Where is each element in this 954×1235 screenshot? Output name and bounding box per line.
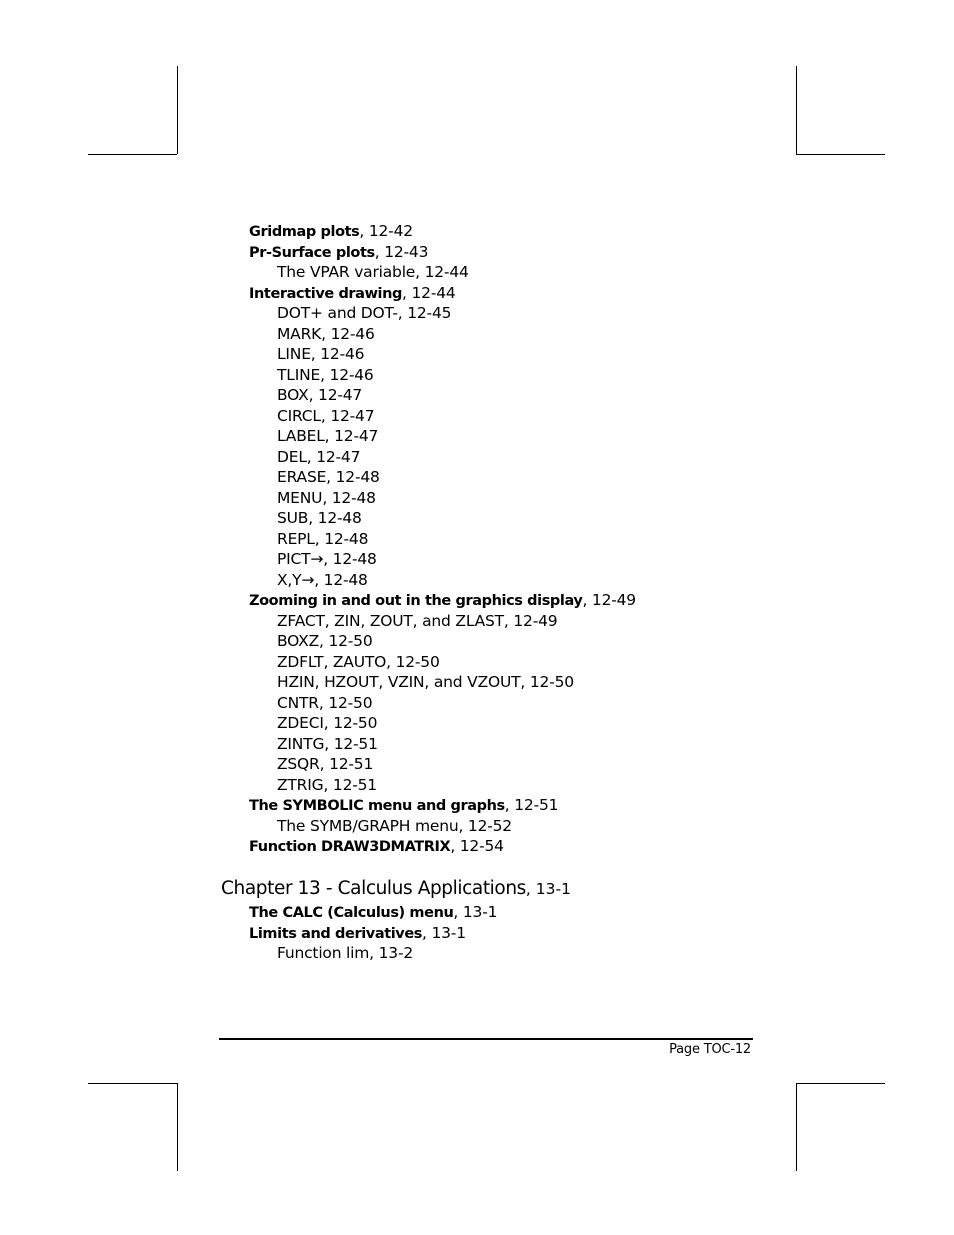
toc-entry-title: DOT+ and DOT- xyxy=(277,304,398,322)
toc-entry-page: , 12-46 xyxy=(320,365,374,384)
chapter-title: Chapter 13 - Calculus Applications xyxy=(221,878,526,899)
toc-entry-page: , 12-54 xyxy=(450,837,504,855)
toc-entry-page: , 12-51 xyxy=(324,734,378,753)
crop-mark-bottom-left-vertical xyxy=(177,1083,178,1171)
toc-entry-page: , 12-46 xyxy=(321,324,375,343)
toc-entry-title: The VPAR variable xyxy=(277,263,416,281)
toc-entry[interactable] xyxy=(277,775,377,795)
toc-entry[interactable] xyxy=(277,262,469,282)
toc-entry[interactable] xyxy=(249,221,413,242)
toc-entry-page: , 13-1 xyxy=(453,903,498,921)
toc-entry-title: ZINTG xyxy=(277,734,325,753)
toc-entry[interactable] xyxy=(277,365,374,385)
toc-entry-title: CNTR xyxy=(277,693,319,712)
toc-entry[interactable] xyxy=(277,672,574,692)
toc-entry[interactable] xyxy=(277,447,360,467)
toc-entry-title: Function DRAW3DMATRIX xyxy=(249,839,451,855)
toc-entry[interactable] xyxy=(277,488,376,508)
toc-entry-page: , 12-50 xyxy=(520,673,574,691)
toc-entry-title: DEL xyxy=(277,447,307,466)
toc-entry-page: , 12-52 xyxy=(458,816,512,835)
toc-entry-page: , 12-50 xyxy=(318,693,373,712)
toc-entry-page: , 12-48 xyxy=(323,550,377,568)
toc-entry[interactable] xyxy=(277,734,378,754)
toc-entry-page: , 12-49 xyxy=(582,591,636,609)
toc-entry-title: REPL xyxy=(277,529,315,548)
toc-entry-page: , 12-44 xyxy=(402,283,456,302)
toc-entry-title: Gridmap plots xyxy=(249,224,360,240)
toc-entry-page: , 12-49 xyxy=(503,611,558,630)
toc-entry[interactable] xyxy=(277,406,374,426)
toc-entry-title: SUB xyxy=(277,509,309,527)
toc-entry-page: , 12-48 xyxy=(308,509,362,527)
toc-entry[interactable] xyxy=(277,570,368,590)
crop-mark-top-left-horizontal xyxy=(88,154,177,155)
toc-entry-title: The SYMBOLIC menu and graphs xyxy=(249,798,505,814)
chapter-heading[interactable] xyxy=(221,877,571,901)
toc-entry-page: , 12-48 xyxy=(326,468,380,486)
chapter-page: , 13-1 xyxy=(525,880,571,898)
toc-entry-page: , 12-47 xyxy=(324,427,379,445)
toc-entry-title: The CALC (Calculus) menu xyxy=(249,905,454,921)
crop-mark-bottom-right-vertical xyxy=(796,1083,797,1171)
toc-entry-title: LABEL xyxy=(277,427,325,445)
toc-entry[interactable] xyxy=(277,344,364,364)
crop-mark-top-right-horizontal xyxy=(796,154,885,155)
toc-entry-title: Pr-Surface plots xyxy=(249,244,375,261)
toc-entry-title: ZTRIG xyxy=(277,775,324,794)
toc-entry[interactable] xyxy=(277,303,451,323)
toc-entry-page: , 12-43 xyxy=(374,242,429,261)
toc-entry-page: , 12-51 xyxy=(319,755,374,773)
toc-entry-page: , 12-46 xyxy=(310,345,365,363)
toc-entry-page: , 12-47 xyxy=(320,406,375,425)
toc-entry[interactable] xyxy=(277,754,373,774)
toc-entry-title: PICT→ xyxy=(277,550,324,568)
toc-entry[interactable] xyxy=(277,426,378,446)
toc-entry-title: X,Y→ xyxy=(277,570,315,589)
toc-entry-title: BOXZ xyxy=(277,632,320,650)
toc-entry-title: ZDECI xyxy=(277,714,324,732)
toc-entry-title: TLINE xyxy=(277,365,321,384)
toc-entry-page: , 12-42 xyxy=(359,222,413,240)
toc-entry-page: , 12-44 xyxy=(415,263,469,281)
toc-entry[interactable] xyxy=(249,242,428,263)
page-number: Page TOC-12 xyxy=(669,1042,751,1057)
toc-entry-title: Limits and derivatives xyxy=(249,925,423,942)
toc-entry[interactable] xyxy=(277,529,368,549)
toc-entry[interactable] xyxy=(277,324,375,344)
toc-entry[interactable] xyxy=(249,795,558,816)
toc-entry-page: , 12-47 xyxy=(308,386,363,404)
toc-entry-title: LINE xyxy=(277,345,311,363)
toc-entry-title: Zooming in and out in the graphics display xyxy=(249,593,583,609)
crop-mark-top-left-vertical xyxy=(177,66,178,154)
toc-entry[interactable] xyxy=(277,549,377,569)
toc-entry-title: CIRCL xyxy=(277,406,321,425)
toc-entry-page: , 12-51 xyxy=(323,775,377,794)
toc-entry-page: , 12-50 xyxy=(323,714,378,732)
toc-entry[interactable] xyxy=(277,467,380,487)
toc-entry-title: BOX xyxy=(277,386,309,404)
footer-rule xyxy=(219,1038,753,1040)
toc-entry[interactable] xyxy=(277,611,557,631)
toc-entry-title: Interactive drawing xyxy=(249,285,403,302)
toc-entry-page: , 12-47 xyxy=(306,447,361,466)
toc-entry-page: , 12-51 xyxy=(504,796,559,814)
toc-entry-title: ZSQR xyxy=(277,755,320,773)
toc-entry[interactable] xyxy=(249,283,456,304)
toc-entry-title: ZFACT, ZIN, ZOUT, and ZLAST xyxy=(277,611,504,630)
toc-entry-page: , 12-50 xyxy=(386,652,440,671)
toc-entry-title: ERASE xyxy=(277,468,327,486)
toc-entry-title: Function lim xyxy=(277,944,370,962)
crop-mark-bottom-left-horizontal xyxy=(88,1083,177,1084)
toc-entry[interactable] xyxy=(277,508,362,528)
toc-entry-page: , 12-45 xyxy=(397,304,452,322)
toc-entry[interactable] xyxy=(277,713,377,733)
toc-entry-page: , 12-50 xyxy=(319,632,373,650)
toc-entry[interactable] xyxy=(277,652,440,672)
toc-entry-title: MARK xyxy=(277,324,322,343)
toc-entry-page: , 13-2 xyxy=(369,944,414,962)
toc-entry[interactable] xyxy=(249,590,636,611)
toc-entry-page: , 12-48 xyxy=(314,570,368,589)
toc-entry[interactable] xyxy=(277,693,372,713)
toc-entry-title: MENU xyxy=(277,488,323,507)
toc-entry[interactable] xyxy=(249,836,504,857)
toc-entry-title: ZDFLT, ZAUTO xyxy=(277,652,387,671)
toc-entry-page: , 12-48 xyxy=(322,488,376,507)
toc-entry[interactable] xyxy=(249,923,466,944)
crop-mark-top-right-vertical xyxy=(796,66,797,154)
toc-entry-page: , 13-1 xyxy=(422,923,466,942)
toc-entry[interactable] xyxy=(277,631,373,651)
toc-entry[interactable] xyxy=(249,902,497,923)
crop-mark-bottom-right-horizontal xyxy=(796,1083,885,1084)
toc-entry-title: The SYMB/GRAPH menu xyxy=(277,816,459,835)
toc-entry[interactable] xyxy=(277,816,512,836)
toc-entry[interactable] xyxy=(277,943,413,963)
toc-entry[interactable] xyxy=(277,385,362,405)
toc-entry-title: HZIN, HZOUT, VZIN, and VZOUT xyxy=(277,673,521,691)
toc-entry-page: , 12-48 xyxy=(314,529,369,548)
